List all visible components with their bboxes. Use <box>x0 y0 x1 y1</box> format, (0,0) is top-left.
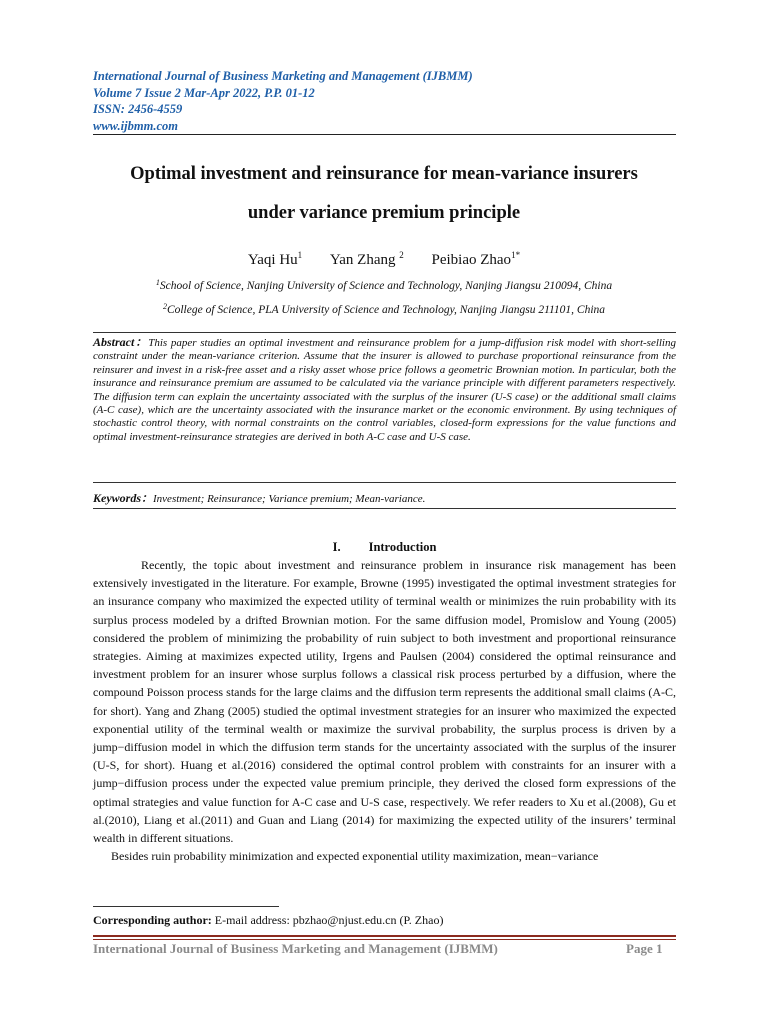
section-title: Introduction <box>368 540 437 554</box>
abstract-top-divider <box>93 332 676 333</box>
footer-divider-thin <box>93 939 676 940</box>
journal-volume: Volume 7 Issue 2 Mar-Apr 2022, P.P. 01-12 <box>93 85 315 100</box>
author-2: Yan Zhang $^2$ <box>329 250 404 268</box>
journal-issn: ISSN: 2456-4559 <box>93 102 183 116</box>
footnote-label: Corresponding author: <box>93 913 212 927</box>
corresponding-author-footnote <box>93 913 443 928</box>
keywords-label: Keywords： <box>93 491 154 505</box>
header-divider <box>93 134 676 135</box>
abstract-bottom-divider <box>93 482 676 483</box>
abstract-text: This paper studies an optimal investment and reinsurance problem for a jump-diffusion risk model with short-selling constraint under the mean-variance criterion. Assume that the insurer is allowed to purchase proportional reinsurance from the reinsurer and invest in a risk-free asset and a risky asset whose price follows a geometric Brownian motion. In particular, both the insurance and reinsurance premium are assumed to be calculated via the variance principle with different parameters respectively. The diffusion term can explain the uncertainty associated with the surplus of the insurer (U-S case) or the additional small claims (A-C case), which are the uncertainty associated with the insurance market or the economic environment. By using techniques of stochastic control theory, with normal constraints on the control variables, closed-form expressions for the value functions and optimal investment-reinsurance strategies are derived in both A-C case and U-S case. <box>93 337 676 443</box>
author-3: Peibiao Zhao$^{1*}$ <box>431 250 521 268</box>
keywords <box>93 489 676 506</box>
footer-journal-name: International Journal of Business Marketing and Management (IJBMM) <box>93 941 498 956</box>
author-list <box>60 250 708 269</box>
keywords-bottom-divider <box>93 508 676 509</box>
paper-title-line-1: Optimal investment and reinsurance for mean-variance insurers <box>130 164 638 184</box>
footnote-divider <box>93 906 279 907</box>
section-number: I. <box>332 540 341 554</box>
paragraph: Recently, the topic about investment and reinsurance problem in insurance risk management has been extensively investigated in the literature. For example, Browne (1995) investigated the optimal investment strategies for an insurance company who maximized the expected utility of terminal wealth or minimizes the ruin probability with its surplus process modeled by a drifted Brownian motion. For the same diffusion model, Promislow and Young (2005) considered the problem of minimizing the probability of ruin subject to both investment and proportional reinsurance strategies. Aiming at maximizes expected utility, Irgens and Paulsen (2004) considered the optimal reinsurance and investment problem for an insurer whose surplus follows a classical risk process perturbed by a diffusion, where the compound Poisson process stands for the large claims and the diffusion term represents the additional small claims (A-C, for short). Yang and Zhang (2005) studied the optimal investment strategies for an insurer who maximized the expected exponential utility of the terminal wealth or maximize the survival probability, the surplus process is driven by a jump−diffusion model in which the diffusion term stands for the uncertainty associated with the surplus of the insurer (U-S, for short). Huang et al.(2016) considered the optimal control problem with constraints for an insurer with a jump−diffusion process under the expected value premium principle, they derived the closed form expressions of the optimal strategies and value function for A-C case and U-S case, respectively. We refer readers to Xu et al.(2008), Gu et al.(2010), Liang et al.(2011) and Guan and Liang (2014) for maximizing the expected utility of the insurers’ terminal wealth in different situations. <box>93 558 676 846</box>
footer-divider-thick <box>93 935 676 937</box>
page-number: Page 1 <box>626 941 663 956</box>
paragraph: Besides ruin probability minimization and expected exponential utility maximization, mean−variance <box>111 849 599 864</box>
keywords-text: Investment; Reinsurance; Variance premium; Mean-variance. <box>153 493 426 505</box>
paper-title-line-2: under variance premium principle <box>247 203 521 223</box>
author-1: Yaqi Hu$^1$ <box>247 250 303 268</box>
journal-url[interactable]: www.ijbmm.com <box>93 118 178 133</box>
section-heading <box>93 540 676 555</box>
journal-name: International Journal of Business Marketing and Management (IJBMM) <box>93 69 473 83</box>
abstract <box>93 336 676 444</box>
journal-header <box>93 68 683 134</box>
affiliation-1: $^1$School of Science, Nanjing University of Science and Technology, Nanjing Jiangsu 210094, China <box>155 278 613 292</box>
body-text <box>93 556 676 865</box>
abstract-label: Abstract： <box>93 335 149 349</box>
affiliation-2: $^2$College of Science, PLA University of Science and Technology, Nanjing Jiangsu 211101, China <box>162 302 606 316</box>
footnote-text: E-mail address: pbzhao@njust.edu.cn (P. Zhao) <box>211 913 444 927</box>
